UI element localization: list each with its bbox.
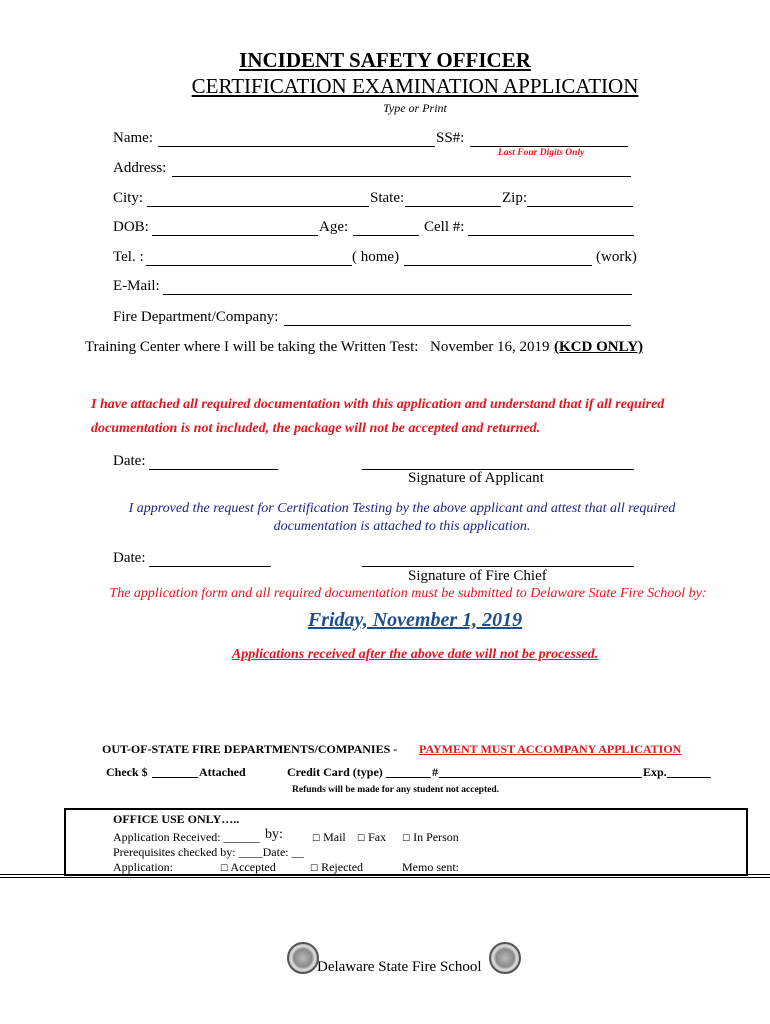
prerequisites-checked: Prerequisites checked by: ____Date: __ <box>113 845 304 859</box>
applicant-date-field[interactable] <box>149 469 278 470</box>
deadline-warning: Applications received after the above date will not be processed. <box>231 647 599 662</box>
card-number-label: # <box>432 765 438 779</box>
form-subtitle: CERTIFICATION EXAMINATION APPLICATION <box>191 74 639 98</box>
test-date: November 16, 2019 <box>430 339 550 355</box>
ss-field[interactable] <box>470 146 628 147</box>
approval-line-2: documentation is attached to this application. <box>273 519 531 534</box>
credit-card-label: Credit Card (type) <box>287 765 383 779</box>
rejected-label: Rejected <box>321 860 364 874</box>
training-center-label: Training Center where I will be taking the Written Test: <box>85 339 419 355</box>
chief-signature-field[interactable] <box>362 566 634 567</box>
card-number-field[interactable] <box>439 777 642 778</box>
fax-option[interactable] <box>357 830 386 845</box>
attached-label: Attached <box>199 765 246 779</box>
city-label: City: <box>113 190 144 206</box>
approval-line-1: I approved the request for Certification Testing by the above applicant and attest that all required <box>128 501 676 516</box>
dob-field[interactable] <box>152 235 318 236</box>
in-person-label: In Person <box>413 830 459 844</box>
cell-field[interactable] <box>468 235 634 236</box>
state-field[interactable] <box>405 206 501 207</box>
fire-school-seal-right-icon <box>489 942 521 974</box>
accepted-checkbox-icon: ☐ <box>220 864 229 874</box>
mail-checkbox-icon: ☐ <box>312 834 321 844</box>
application-received: Application Received: ______ <box>113 830 260 844</box>
applicant-date-label: Date: <box>113 453 146 469</box>
state-label: State: <box>370 190 405 206</box>
expiry-field[interactable] <box>667 777 711 778</box>
page-divider-2 <box>0 877 770 878</box>
name-field[interactable] <box>158 146 435 147</box>
mail-label: Mail <box>323 830 346 844</box>
credit-card-type-field[interactable] <box>386 777 431 778</box>
dob-label: DOB: <box>113 219 149 235</box>
fire-school-seal-left-icon <box>287 942 319 974</box>
footer-org-name: Delaware State Fire School <box>317 959 482 975</box>
check-amount-field[interactable] <box>152 777 198 778</box>
payment-heading-red: PAYMENT MUST ACCOMPANY APPLICATION <box>419 742 682 756</box>
rejected-option[interactable] <box>310 860 363 875</box>
address-field[interactable] <box>172 176 631 177</box>
address-label: Address: <box>113 160 167 176</box>
fax-checkbox-icon: ☐ <box>357 834 366 844</box>
zip-field[interactable] <box>527 206 633 207</box>
chief-signature-label: Signature of Fire Chief <box>408 568 547 584</box>
rejected-checkbox-icon: ☐ <box>310 864 319 874</box>
zip-label: Zip: <box>502 190 527 206</box>
city-field[interactable] <box>147 206 369 207</box>
tel-work-field[interactable] <box>404 265 592 266</box>
email-field[interactable] <box>163 294 632 295</box>
ss-note: Last Four Digits Only <box>498 148 585 158</box>
applicant-signature-label: Signature of Applicant <box>408 470 544 486</box>
age-label: Age: <box>319 219 349 235</box>
name-label: Name: <box>113 130 153 146</box>
in-person-option[interactable] <box>402 830 459 845</box>
tel-home-field[interactable] <box>146 265 352 266</box>
by-label: by: <box>265 827 283 842</box>
deadline-date: Friday, November 1, 2019 <box>307 609 523 631</box>
deadline-notice: The application form and all required documentation must be submitted to Delaware State Fire School by: <box>109 586 707 601</box>
accepted-label: Accepted <box>230 860 276 874</box>
accepted-option[interactable] <box>220 860 276 875</box>
application-status-label: Application: <box>113 860 173 874</box>
attestation-line-1: I have attached all required documentation with this application and understand that if all required <box>91 397 665 412</box>
payment-heading: OUT-OF-STATE FIRE DEPARTMENTS/COMPANIES - <box>102 742 398 756</box>
fire-dept-field[interactable] <box>284 325 631 326</box>
email-label: E-Mail: <box>113 278 160 294</box>
test-location: (KCD ONLY) <box>554 339 644 355</box>
chief-date-field[interactable] <box>149 566 271 567</box>
home-label: ( home) <box>352 249 400 265</box>
page-divider <box>0 874 770 875</box>
fire-dept-label: Fire Department/Company: <box>113 309 279 325</box>
chief-date-label: Date: <box>113 550 146 566</box>
memo-sent-label: Memo sent: <box>402 860 459 874</box>
tel-label: Tel. : <box>113 249 144 265</box>
fax-label: Fax <box>368 830 387 844</box>
refunds-note: Refunds will be made for any student not accepted. <box>292 785 499 795</box>
work-label: (work) <box>596 249 637 265</box>
office-use-title: OFFICE USE ONLY….. <box>113 812 240 826</box>
check-label: Check $ <box>106 765 148 779</box>
in-person-checkbox-icon: ☐ <box>402 834 411 844</box>
form-instruction: Type or Print <box>383 101 447 115</box>
age-field[interactable] <box>353 235 419 236</box>
expiry-label: Exp. <box>643 765 667 779</box>
form-title: INCIDENT SAFETY OFFICER <box>239 48 531 72</box>
attestation-line-2: documentation is not included, the package will not be accepted and returned. <box>91 421 541 436</box>
cell-label: Cell #: <box>424 219 465 235</box>
ss-label: SS#: <box>436 130 465 146</box>
mail-option[interactable] <box>312 830 346 845</box>
